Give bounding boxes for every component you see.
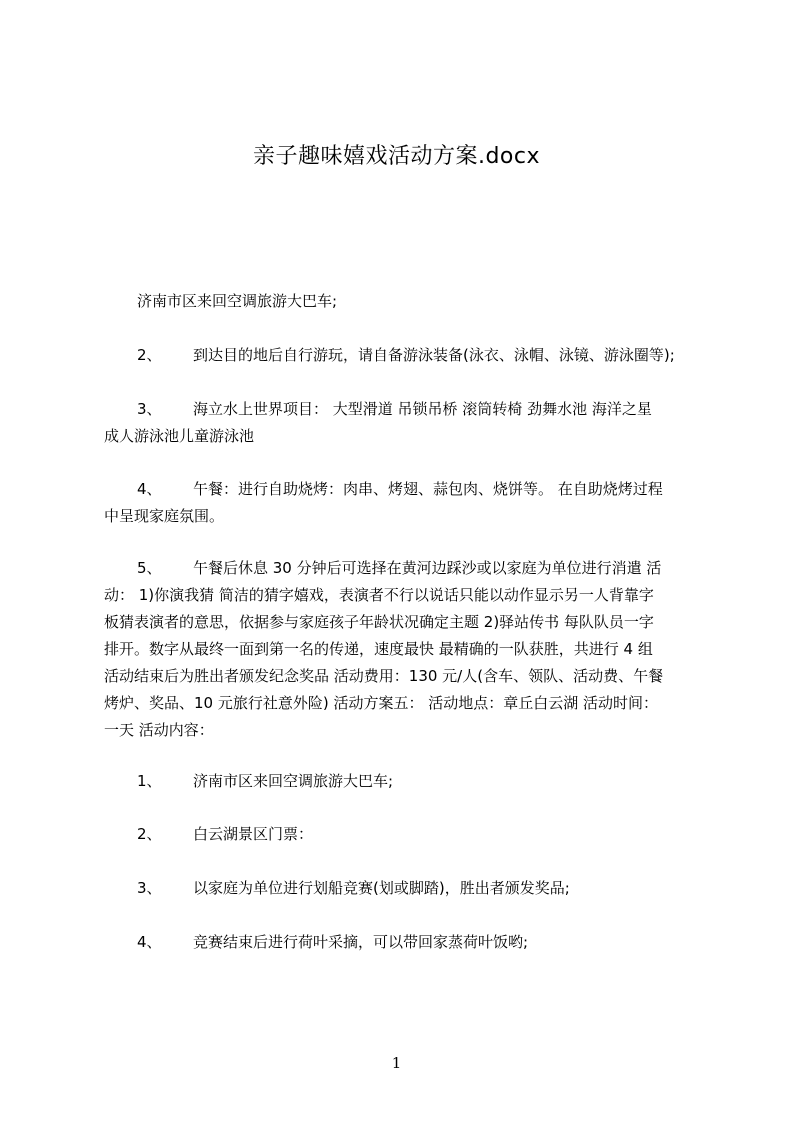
item-number: 3、 xyxy=(137,400,162,418)
paragraph-text: 活动结束后为胜出者颁发纪念奖品 活动费用：130 元/人(含车、领队、活动费、午餐 xyxy=(104,667,664,685)
item-number: 4、 xyxy=(137,933,162,951)
paragraph-2 xyxy=(104,342,716,369)
item-number: 3、 xyxy=(137,879,162,897)
paragraph-8 xyxy=(104,875,716,902)
paragraph-5 xyxy=(104,555,716,744)
item-number: 5、 xyxy=(137,559,162,577)
paragraph-text: 排开。数字从最终一面到第一名的传递，速度最快 最精确的一队获胜，共进行 4 组 xyxy=(104,640,653,658)
paragraph-text: 济南市区来回空调旅游大巴车; xyxy=(137,292,338,310)
item-number: 2、 xyxy=(137,825,162,843)
paragraph-1 xyxy=(104,288,716,315)
paragraph-text: 竞赛结束后进行荷叶采摘，可以带回家蒸荷叶饭哟; xyxy=(193,933,529,951)
paragraph-text: 海立水上世界项目： 大型滑道 吊锁吊桥 滚筒转椅 劲舞水池 海洋之星 xyxy=(193,400,652,418)
paragraph-text: 午餐：进行自助烧烤：肉串、烤翅、蒜包肉、烧饼等。 在自助烧烤过程 xyxy=(193,480,663,498)
paragraph-3 xyxy=(104,396,716,450)
paragraph-text: 午餐后休息 30 分钟后可选择在黄河边踩沙或以家庭为单位进行消遣 活 xyxy=(193,559,662,577)
paragraph-text: 到达目的地后自行游玩，请自备游泳装备(泳衣、泳帽、泳镜、游泳圈等); xyxy=(193,346,675,364)
item-number: 4、 xyxy=(137,480,162,498)
item-number: 1、 xyxy=(137,772,162,790)
paragraph-4 xyxy=(104,476,716,530)
paragraph-text: 中呈现家庭氛围。 xyxy=(104,507,225,525)
paragraph-text: 烤炉、奖品、10 元旅行社意外险) 活动方案五： 活动地点：章丘白云湖 活动时间： xyxy=(104,694,659,712)
paragraph-text: 板猜表演者的意思，依据参与家庭孩子年龄状况确定主题 2)驿站传书 每队队员一字 xyxy=(104,613,654,631)
paragraph-7 xyxy=(104,821,716,848)
paragraph-text: 动： 1)你演我猜 简洁的猜字嬉戏，表演者不行以说话只能以动作显示另一人背靠字 xyxy=(104,586,654,604)
paragraph-text: 成人游泳池儿童游泳池 xyxy=(104,427,255,445)
paragraph-text: 白云湖景区门票： xyxy=(193,825,314,843)
paragraph-6 xyxy=(104,768,716,795)
paragraph-9 xyxy=(104,929,716,956)
document-title: 亲子趣味嬉戏活动方案.docx xyxy=(252,144,541,169)
item-number: 2、 xyxy=(137,346,162,364)
paragraph-text: 以家庭为单位进行划船竞赛(划或脚踏)，胜出者颁发奖品; xyxy=(193,879,570,897)
paragraph-text: 一天 活动内容： xyxy=(104,721,214,739)
page-number: 1 xyxy=(391,1054,402,1072)
paragraph-text: 济南市区来回空调旅游大巴车; xyxy=(193,772,394,790)
